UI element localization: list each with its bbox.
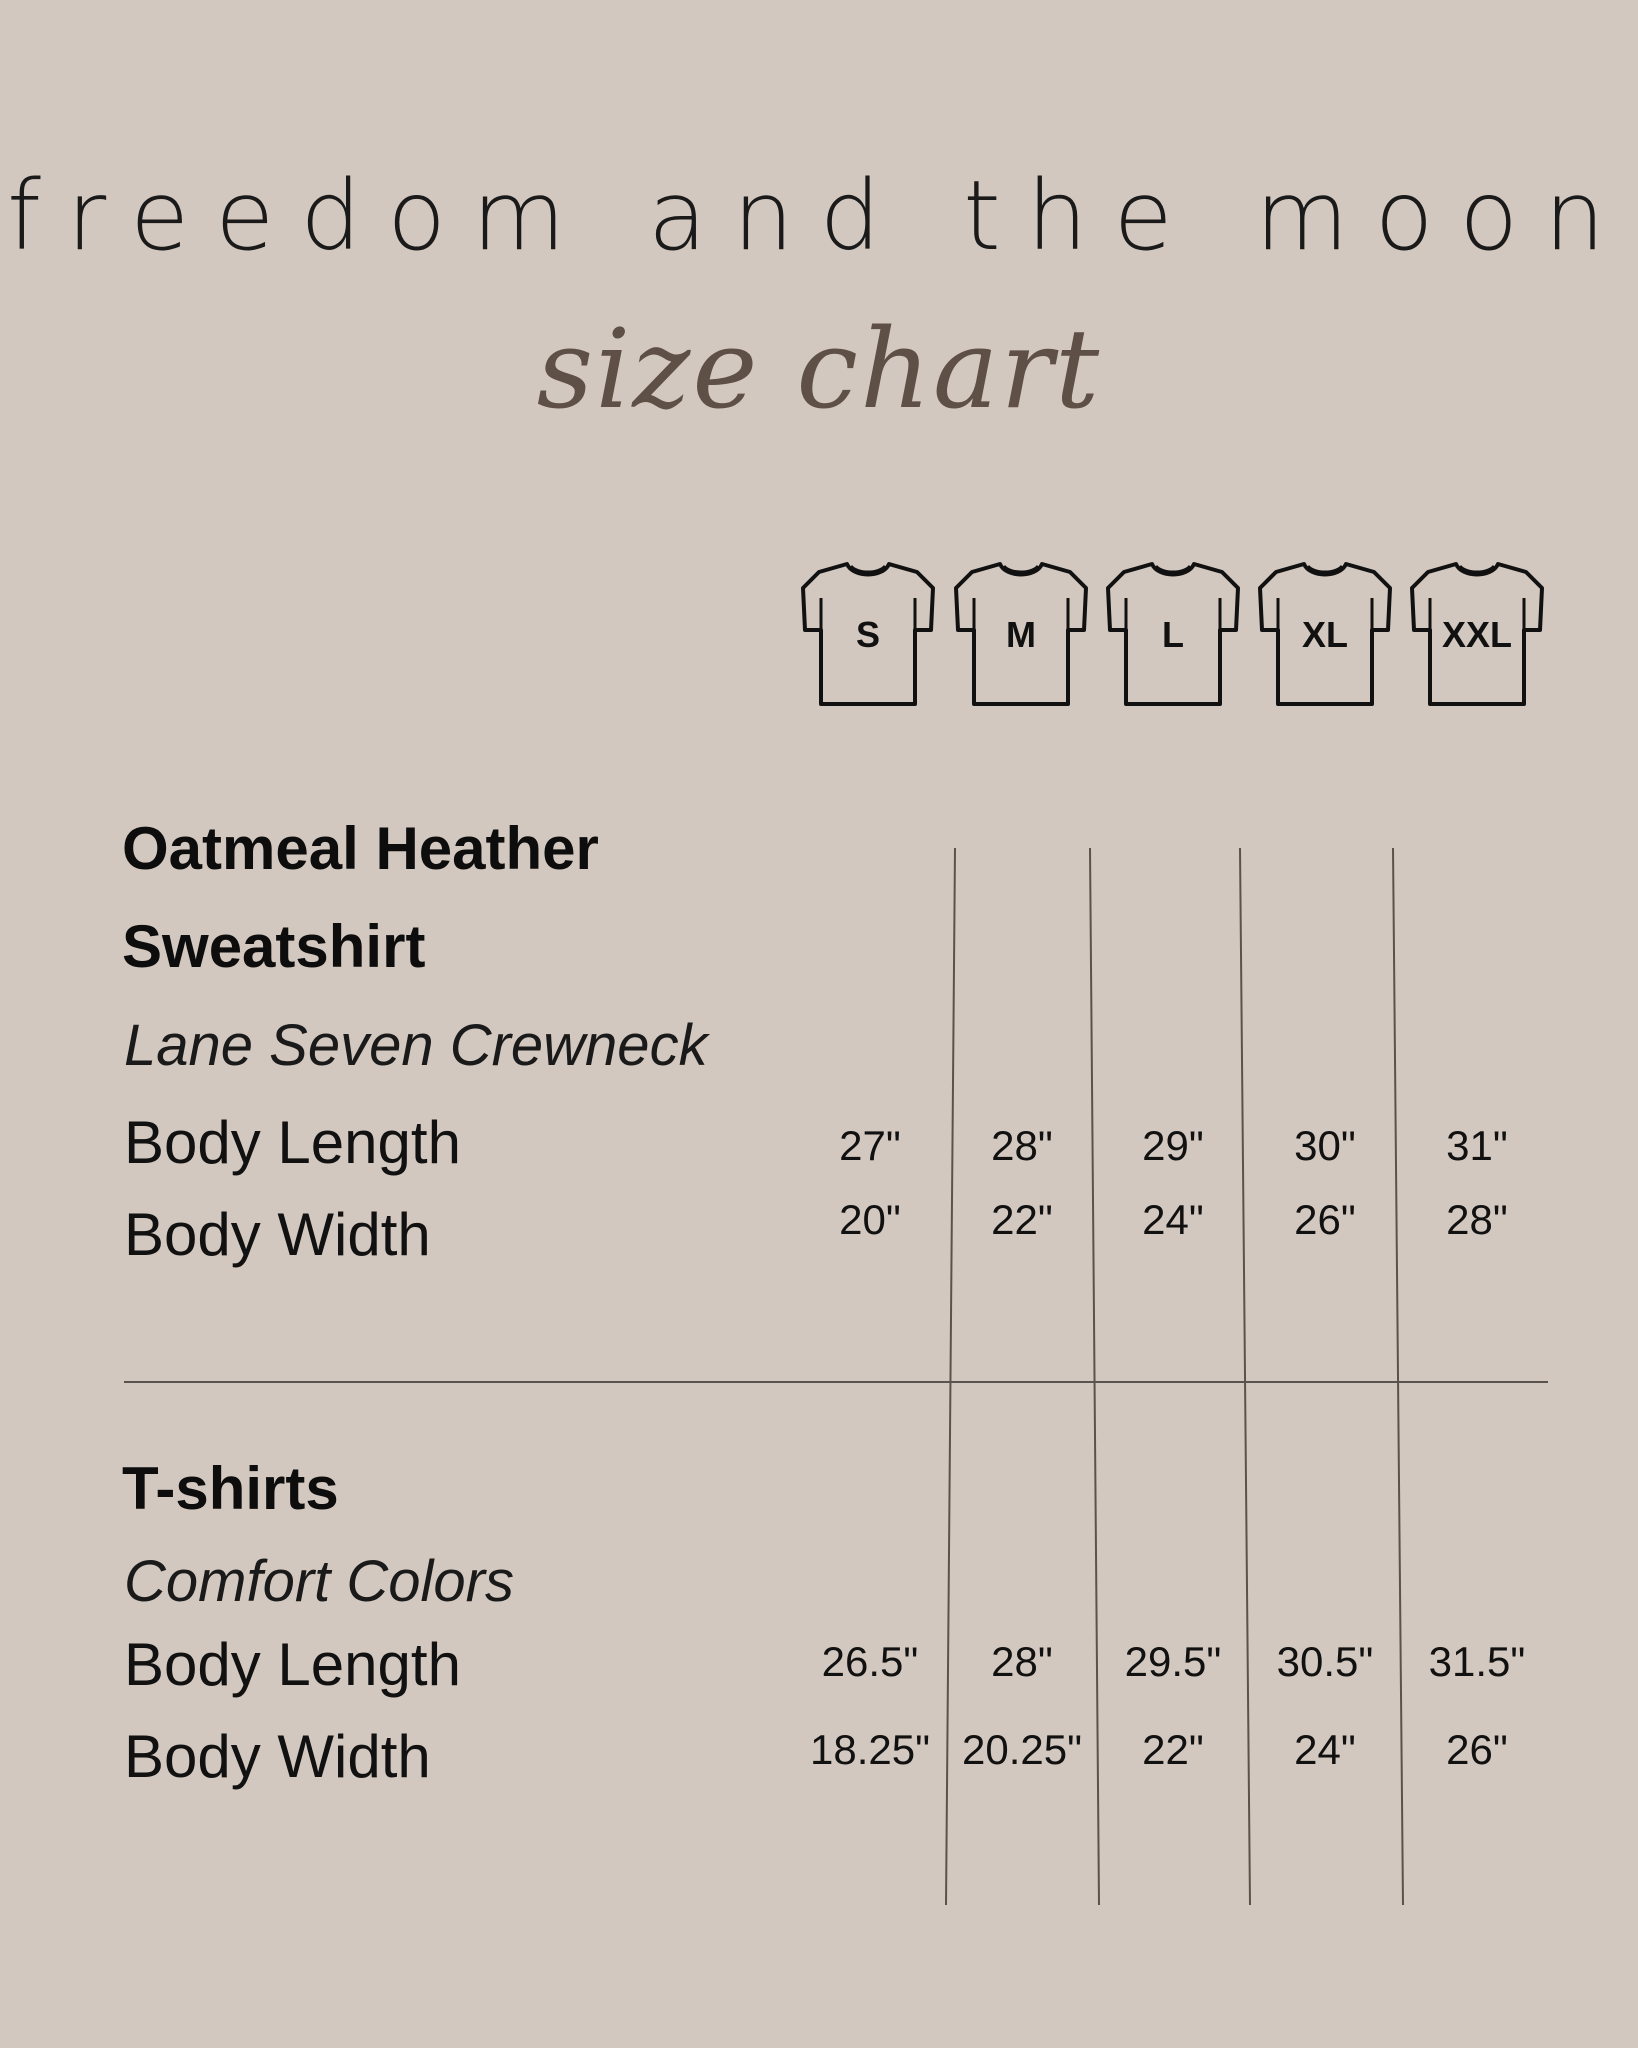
row-label-body-width: Body Width	[124, 1723, 431, 1790]
brand-title: freedom and the moon	[7, 160, 1631, 272]
value-cell: 26"	[1294, 1196, 1356, 1243]
value-cell: 20"	[839, 1196, 901, 1243]
size-label: XXL	[1441, 614, 1512, 655]
row-label-body-length: Body Length	[124, 1631, 461, 1698]
section-title-sweatshirt	[122, 800, 599, 996]
value-cell: 31"	[1446, 1122, 1508, 1169]
value-cell: 28"	[991, 1638, 1053, 1685]
page-subtitle: size chart	[536, 305, 1102, 433]
size-label: L	[1162, 614, 1184, 655]
value-cell: 22"	[991, 1196, 1053, 1243]
row-label-body-length: Body Length	[124, 1109, 461, 1176]
value-cell: 31.5"	[1428, 1638, 1526, 1685]
row-label-body-width: Body Width	[124, 1201, 431, 1268]
size-label: S	[855, 614, 880, 655]
section-title-tshirts	[122, 1440, 339, 1538]
value-cell: 30"	[1294, 1122, 1356, 1169]
value-cell: 29"	[1142, 1122, 1204, 1169]
value-cell: 26"	[1446, 1726, 1508, 1773]
section-subtitle-tshirts: Comfort Colors	[124, 1549, 514, 1614]
value-cell: 28"	[991, 1122, 1053, 1169]
value-cell: 26.5"	[821, 1638, 919, 1685]
value-cell: 27"	[839, 1122, 901, 1169]
value-cell: 24"	[1294, 1726, 1356, 1773]
value-cell: 28"	[1446, 1196, 1508, 1243]
value-cell: 20.25"	[961, 1726, 1082, 1773]
value-cell: 29.5"	[1124, 1638, 1222, 1685]
value-cell: 22"	[1142, 1726, 1204, 1773]
section-subtitle-sweatshirt: Lane Seven Crewneck	[124, 1013, 708, 1078]
section-title-line: Oatmeal Heather	[122, 815, 599, 882]
value-cell: 18.25"	[809, 1726, 930, 1773]
value-cell: 24"	[1142, 1196, 1204, 1243]
section-title-line: T-shirts	[122, 1455, 339, 1522]
size-label: M	[1006, 614, 1036, 655]
value-cell: 30.5"	[1276, 1638, 1374, 1685]
section-title-line: Sweatshirt	[122, 913, 426, 980]
size-label: XL	[1301, 614, 1348, 655]
